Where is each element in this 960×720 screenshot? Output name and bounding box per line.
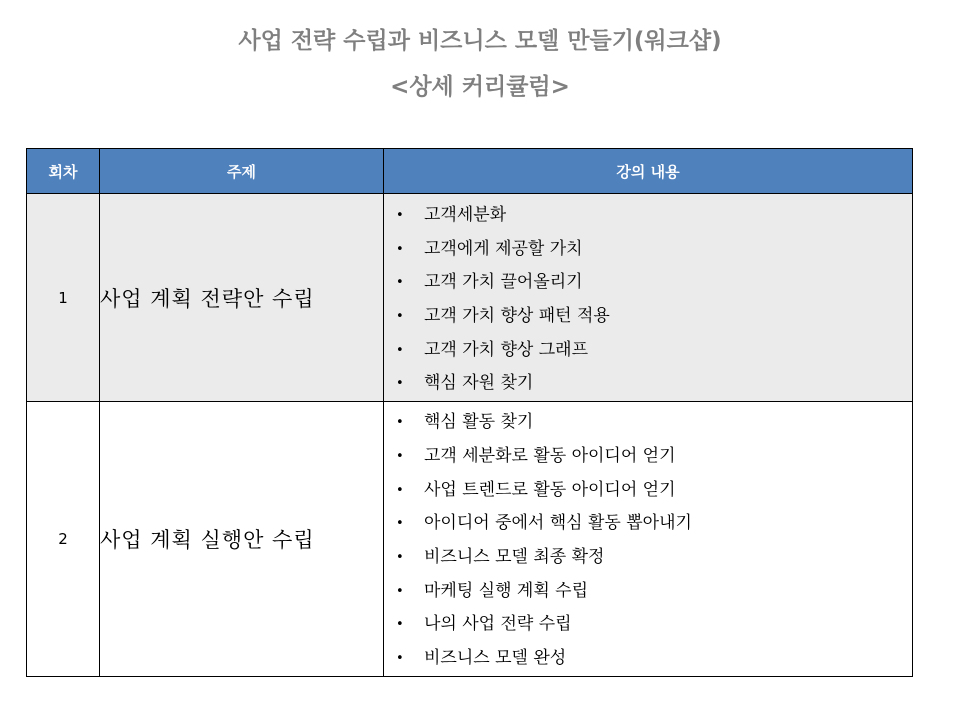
list-item (384, 266, 912, 300)
bullet-icon: • (396, 583, 404, 599)
topic-cell: 사업 계획 실행안 수립 (100, 402, 384, 677)
content-cell (384, 194, 913, 402)
bullet-icon: • (396, 617, 404, 633)
bullet-icon: • (396, 482, 404, 498)
item-text: 비즈니스 모델 최종 확정 (424, 546, 605, 567)
list-item (384, 406, 912, 440)
topic-cell: 사업 계획 전략안 수립 (100, 194, 384, 402)
bullet-icon: • (396, 448, 404, 464)
list-item (384, 642, 912, 676)
header-round: 회차 (27, 149, 100, 194)
item-text: 비즈니스 모델 완성 (424, 647, 567, 668)
table-row (27, 194, 913, 402)
header-topic: 주제 (100, 149, 384, 194)
bullet-icon: • (396, 275, 404, 291)
list-item (384, 334, 912, 368)
lecture-list (384, 402, 912, 676)
list-item (384, 608, 912, 642)
round-number: 1 (27, 194, 100, 402)
item-text: 고객 세분화로 활동 아이디어 얻기 (424, 445, 676, 466)
item-text: 고객에게 제공할 가치 (424, 238, 583, 259)
page-title: 사업 전략 수립과 비즈니스 모델 만들기(워크샵) (238, 28, 722, 54)
bullet-icon: • (396, 208, 404, 223)
item-text: 고객 가치 끌어올리기 (424, 272, 583, 293)
bullet-icon: • (396, 516, 404, 532)
curriculum-table (26, 148, 913, 677)
list-item (384, 541, 912, 575)
item-text: 사업 트렌드로 활동 아이디어 얻기 (424, 479, 676, 500)
bullet-icon: • (396, 650, 404, 666)
item-text: 나의 사업 전략 수립 (424, 614, 572, 635)
table-header-row (27, 149, 913, 194)
bullet-icon: • (396, 309, 404, 325)
list-item (384, 199, 912, 233)
list-item (384, 575, 912, 609)
list-item (384, 474, 912, 508)
item-text: 핵심 활동 찾기 (424, 412, 534, 433)
list-item (384, 507, 912, 541)
header-content: 강의 내용 (384, 149, 913, 194)
list-item (384, 440, 912, 474)
item-text: 고객 가치 향상 패턴 적용 (424, 306, 610, 327)
page-subtitle: <상세 커리큘럼> (390, 74, 570, 100)
bullet-icon: • (396, 241, 404, 257)
bullet-icon: • (396, 342, 404, 358)
content-cell (384, 402, 913, 677)
bullet-icon: • (396, 549, 404, 565)
round-number: 2 (27, 402, 100, 677)
bullet-icon: • (396, 376, 404, 392)
item-text: 아이디어 중에서 핵심 활동 뽑아내기 (424, 513, 692, 534)
item-text: 핵심 자원 찾기 (424, 373, 534, 394)
item-text: 마케팅 실행 계획 수립 (424, 580, 589, 601)
list-item (384, 233, 912, 267)
table-row (27, 402, 913, 677)
list-item (384, 300, 912, 334)
item-text: 고객 가치 향상 그래프 (424, 339, 589, 360)
lecture-list (384, 194, 912, 401)
item-text: 고객세분화 (424, 205, 507, 225)
list-item (384, 367, 912, 401)
bullet-icon: • (396, 415, 404, 431)
